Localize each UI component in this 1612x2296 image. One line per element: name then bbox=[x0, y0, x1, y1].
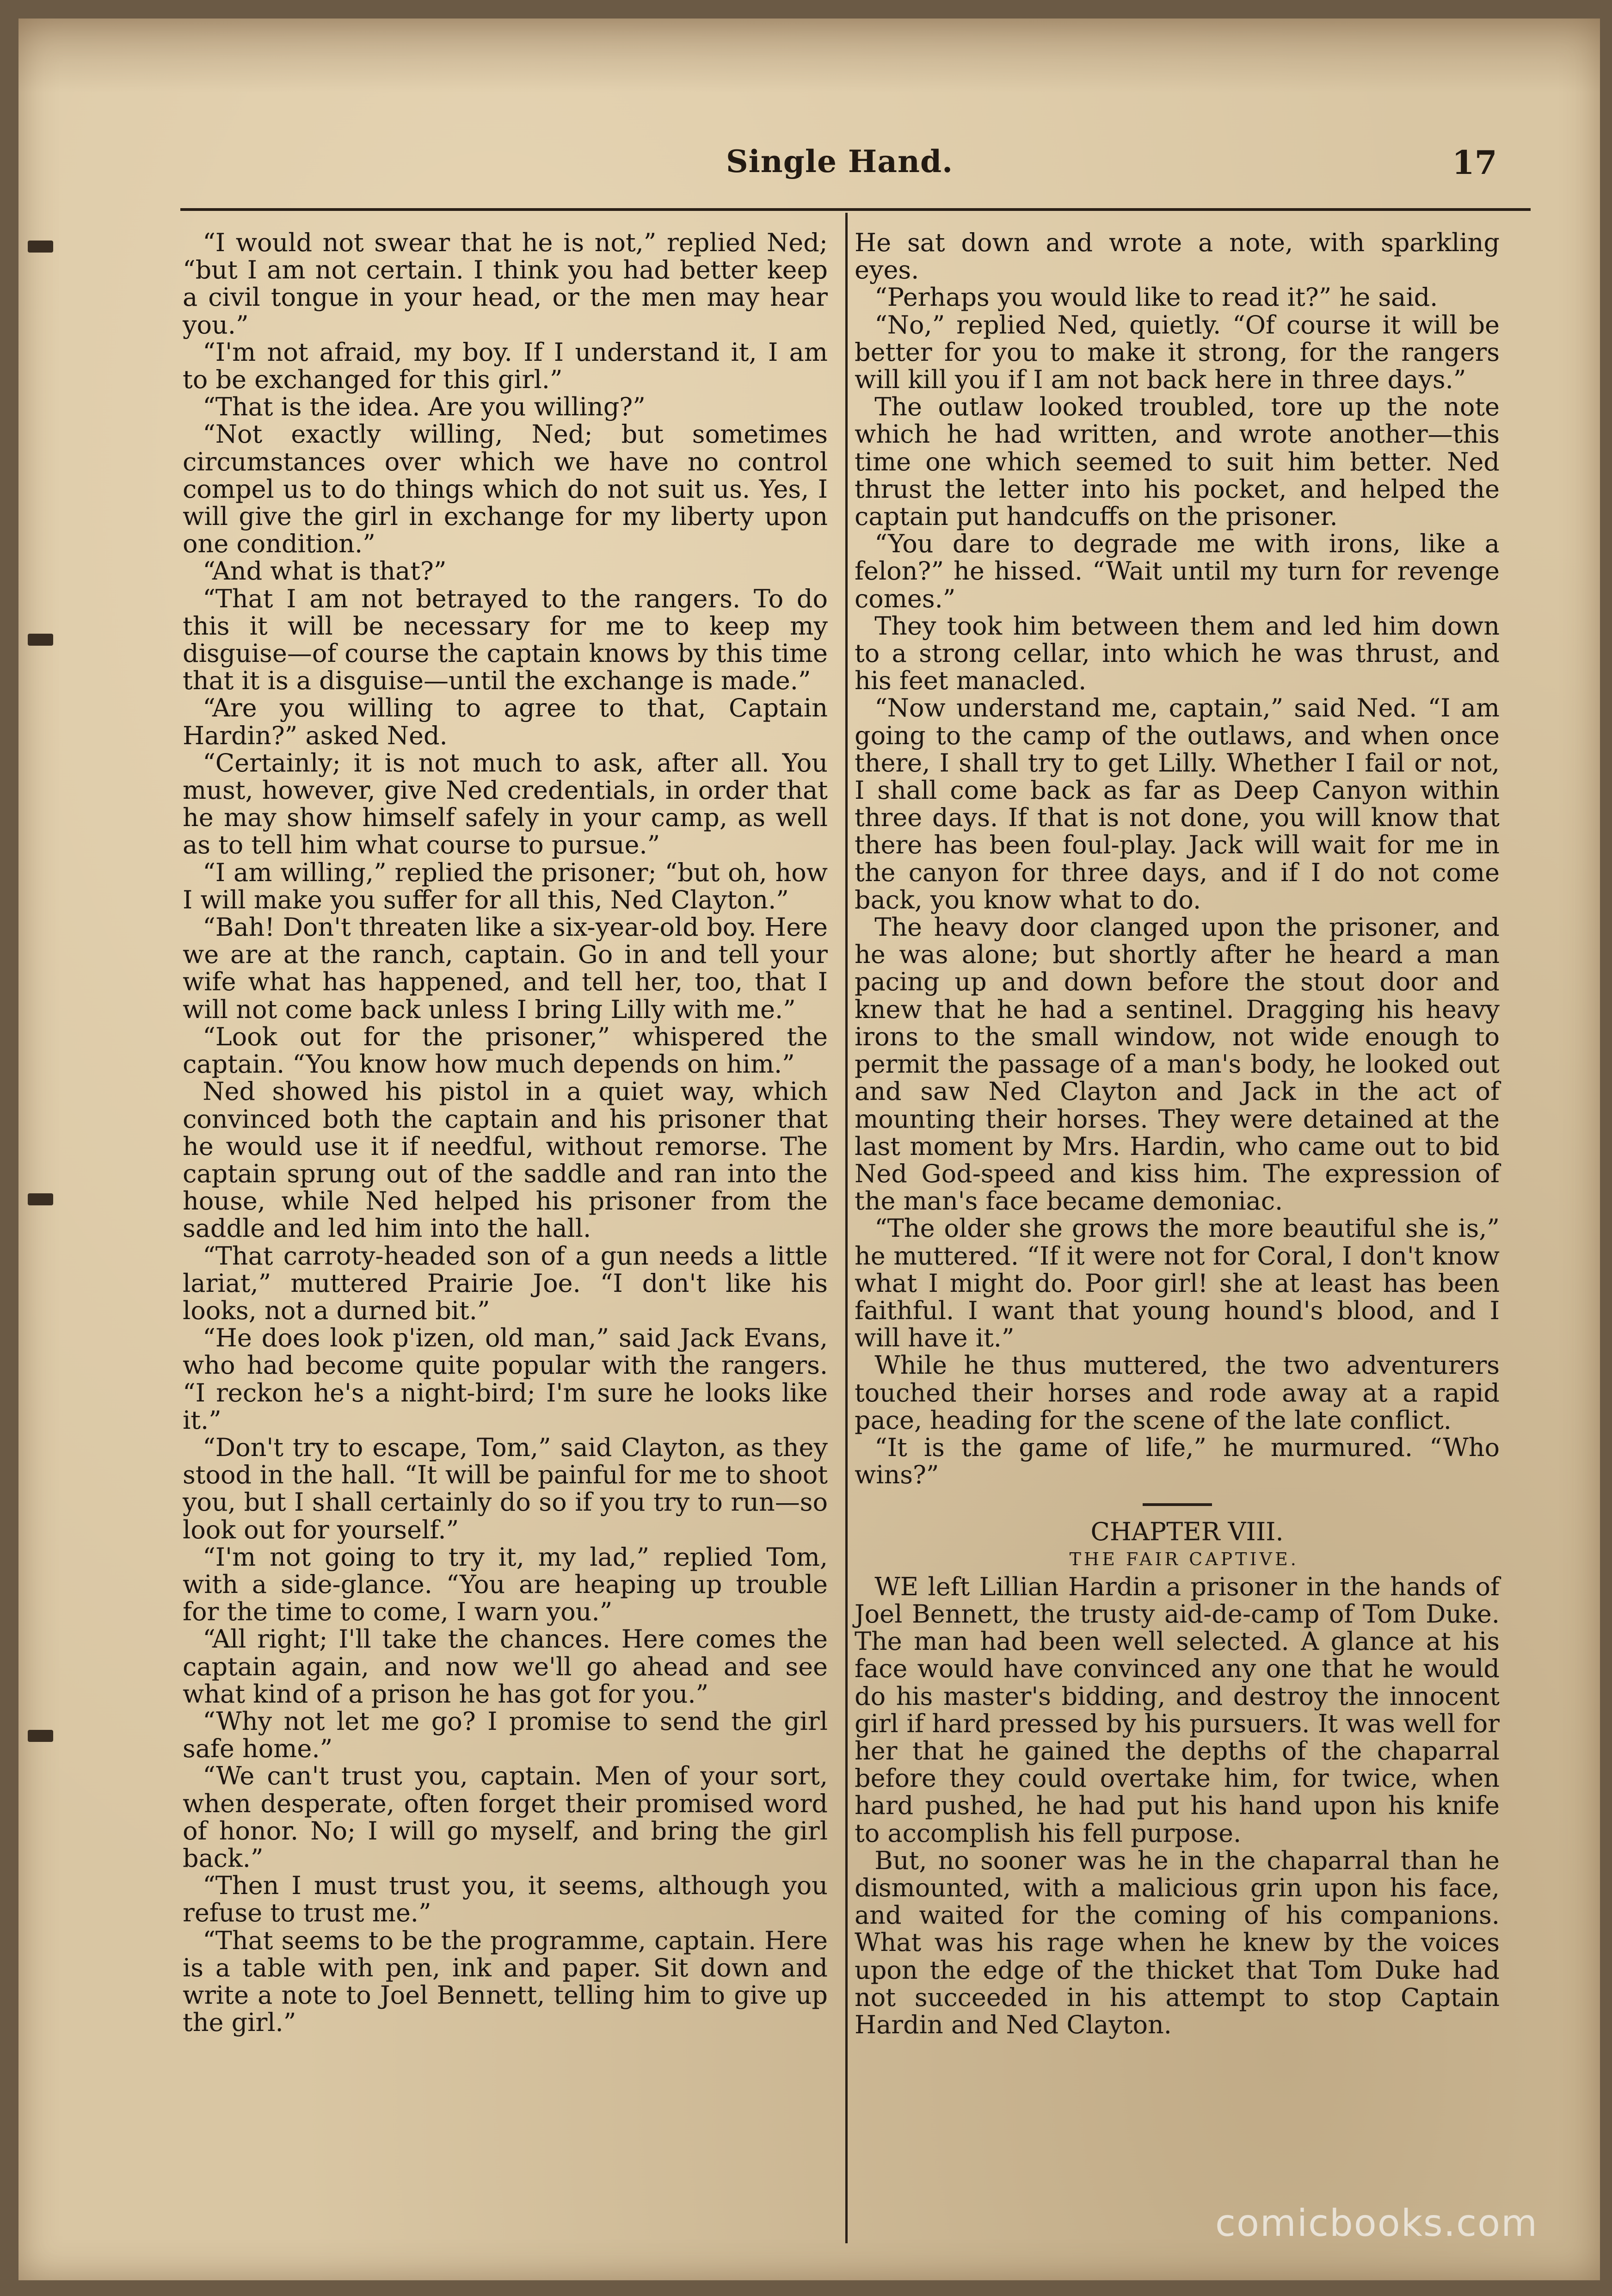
paragraph: “I'm not afraid, my boy. If I understand it, I am to be exchanged for this girl.” bbox=[183, 337, 828, 395]
watermark: comicbooks.com bbox=[1215, 2202, 1538, 2245]
paragraph: He sat down and wrote a note, with sparkling eyes. bbox=[855, 228, 1500, 285]
paragraph: “You dare to degrade me with irons, like a felon?” he hissed. “Wait until my turn for revenge comes.” bbox=[855, 529, 1500, 613]
paragraph: “The older she grows the more beautiful she is,” he muttered. “If it were not for Coral, I don't know what I might do. Poor girl! she at least has been faithful. I want that young hound's blood, and I will have it.” bbox=[855, 1214, 1500, 1353]
paragraph: “Certainly; it is not much to ask, after all. You must, however, give Ned credentials, in order that he may show himself safely in your camp, as well as to tell him what course to pursue.” bbox=[183, 748, 828, 860]
paragraph: “It is the game of life,” he murmured. “Who wins?” bbox=[855, 1432, 1500, 1490]
paragraph: “I am willing,” replied the prisoner; “but oh, how I will make you suffer for all this, Ned Clayton.” bbox=[183, 858, 828, 914]
magazine-page bbox=[18, 19, 1600, 2280]
binding-mark bbox=[28, 1193, 53, 1205]
chapter-text bbox=[855, 1573, 1500, 2038]
paragraph: The outlaw looked troubled, tore up the note which he had written, and wrote another—this time one which seemed to suit him better. Ned thrust the letter into his pocket, and helped the captain put handcuffs on the prisoner. bbox=[855, 392, 1500, 531]
paragraph: “We can't trust you, captain. Men of your sort, when desperate, often forget their promised word of honor. No; I will go myself, and bring the girl back.” bbox=[183, 1761, 828, 1873]
paragraph: “That carroty-headed son of a gun needs a little lariat,” muttered Prairie Joe. “I don't like his looks, not a durned bit.” bbox=[183, 1241, 828, 1325]
paragraph: “All right; I'll take the chances. Here comes the captain again, and now we'll go ahead and see what kind of a prison he has got for you.” bbox=[183, 1624, 828, 1709]
paragraph: While he thus muttered, the two adventurers touched their horses and rode away at a rapid pace, heading for the scene of the late conflict. bbox=[855, 1351, 1500, 1435]
paragraph: “Look out for the prisoner,” whispered the captain. “You know how much depends on him.” bbox=[183, 1022, 828, 1079]
paragraph: The heavy door clanged upon the prisoner, and he was alone; but shortly after he heard a man pacing up and down before the stout door and knew that he had a sentinel. Dragging his heavy irons to the small window, not wide enough to permit the passage of a man's body, he looked out and saw Ned Clayton and Jack in the act of mounting their horses. They were detained at the last moment by Mrs. Hardin, who came out to bid Ned God-speed and kiss him. The expression of the man's face became demoniac. bbox=[855, 913, 1500, 1216]
right-column bbox=[855, 229, 1500, 2038]
paragraph: “Are you willing to agree to that, Captain Hardin?” asked Ned. bbox=[183, 693, 828, 750]
paragraph: “Don't try to escape, Tom,” said Clayton, as they stood in the hall. “It will be painful for me to shoot you, but I shall certainly do so if you try to run—so look out for yourself.” bbox=[183, 1432, 828, 1544]
running-head-title: Single Hand. bbox=[726, 143, 954, 179]
binding-mark bbox=[28, 241, 53, 253]
chapter-subheading: THE FAIR CAPTIVE. bbox=[1069, 1549, 1299, 1569]
page-number: 17 bbox=[1452, 143, 1497, 182]
paragraph: “That is the idea. Are you willing?” bbox=[203, 392, 646, 422]
paragraph: “Why not let me go? I promise to send the girl safe home.” bbox=[183, 1706, 828, 1764]
page-stain bbox=[18, 19, 1600, 93]
column-divider bbox=[845, 213, 848, 2243]
paragraph: “Bah! Don't threaten like a six-year-old boy. Here we are at the ranch, captain. Go in and tell your wife what has happened, and tell her, too, that I will not come back unless I bring Lilly with me.” bbox=[183, 913, 828, 1024]
paragraph: “Now understand me, captain,” said Ned. “I am going to the camp of the outlaws, and when once there, I shall try to get Lilly. Whether I fail or not, I shall come back as far as Deep Canyon within three days. If that is not done, you will know that there has been foul-play. Jack will wait for me in the canyon for three days, and if I do not come back, you know what to do. bbox=[855, 693, 1500, 914]
left-column bbox=[183, 229, 828, 2036]
header-rule bbox=[180, 208, 1531, 211]
paragraph: “No,” replied Ned, quietly. “Of course it will be better for you to make it strong, for the rangers will kill you if I am not back here in three days.” bbox=[855, 310, 1500, 395]
binding-mark bbox=[28, 634, 53, 646]
paragraph: They took him between them and led him down to a strong cellar, into which he was thrust, and his feet manacled. bbox=[855, 611, 1500, 696]
paragraph: “Perhaps you would like to read it?” he said. bbox=[874, 283, 1438, 312]
binding-mark bbox=[28, 1730, 53, 1742]
paragraph: But, no sooner was he in the chaparral than he dismounted, with a malicious grin upon his face, and waited for the coming of his companions. What was his rage when he knew by the voices upon the edge of the thicket that Tom Duke had not succeeded in his attempt to stop Captain Hardin and Ned Clayton. bbox=[855, 1845, 1500, 2039]
paragraph: “That I am not betrayed to the rangers. To do this it will be necessary for me to keep my disguise—of course the captain knows by this time that it is a disguise—until the exchange is made.” bbox=[183, 584, 828, 696]
paragraph: “He does look p'izen, old man,” said Jack Evans, who had become quite popular with the rangers. “I reckon he's a night-bird; I'm sure he looks like it.” bbox=[183, 1323, 828, 1435]
chapter-heading: CHAPTER VIII. bbox=[1090, 1517, 1284, 1547]
paragraph: WE left Lillian Hardin a prisoner in the hands of Joel Bennett, the trusty aid-de-camp of Tom Duke. The man had been well selected. A glance at his face would have convinced any one that he would do his master's bidding, and destroy the innocent girl if hard pressed by his pursuers. It was well for her that he gained the depths of the chaparral before they could overtake him, for twice, when hard pushed, he had put his hand upon his knife to accomplish his fell purpose. bbox=[855, 1572, 1500, 1848]
paragraph: “That seems to be the programme, captain. Here is a table with pen, ink and paper. Sit down and write a note to Joel Bennett, telling him to give up the girl.” bbox=[183, 1926, 828, 2037]
paragraph: “I'm not going to try it, my lad,” replied Tom, with a side-glance. “You are heaping up trouble for the time to come, I warn you.” bbox=[183, 1542, 828, 1627]
paragraph: “I would not swear that he is not,” replied Ned; “but I am not certain. I think you had better keep a civil tongue in your head, or the men may hear you.” bbox=[183, 228, 828, 339]
right-column-text bbox=[855, 229, 1500, 1488]
section-rule bbox=[1143, 1503, 1212, 1506]
paragraph: “Not exactly willing, Ned; but sometimes circumstances over which we have no control compel us to do things which do not suit us. Yes, I will give the girl in exchange for my liberty upon one condition.” bbox=[183, 420, 828, 559]
paragraph: Ned showed his pistol in a quiet way, which convinced both the captain and his prisoner that he would use it if needful, without remorse. The captain sprung out of the saddle and ran into the house, while Ned helped his prisoner from the saddle and led him into the hall. bbox=[183, 1077, 828, 1243]
paragraph: “And what is that?” bbox=[203, 556, 447, 586]
paragraph: “Then I must trust you, it seems, although you refuse to trust me.” bbox=[183, 1871, 828, 1928]
